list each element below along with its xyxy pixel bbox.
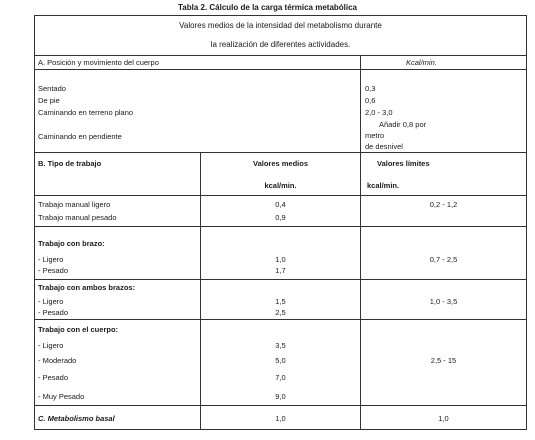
- col-divider-a: [360, 55, 361, 153]
- row-medio: 5,0: [275, 356, 286, 365]
- row-medio: 3,5: [275, 341, 286, 350]
- section-a-value: de desnivel: [365, 142, 403, 151]
- section-a-value: metro: [365, 131, 385, 140]
- table-header: [34, 15, 527, 56]
- unit-limites: kcal/min.: [367, 181, 400, 190]
- border-top: [34, 55, 527, 56]
- row-label: Trabajo manual pesado: [38, 213, 117, 222]
- rule-a-title: [34, 69, 527, 70]
- row-label: - Ligero: [38, 255, 64, 264]
- section-b-title: B. Tipo de trabajo: [38, 159, 102, 168]
- row-medio: 2,5: [275, 308, 286, 317]
- header-line-2: la realización de diferentes actividades.: [210, 40, 351, 49]
- section-a-value: 0,3: [365, 84, 376, 93]
- row-label: - Ligero: [38, 341, 64, 350]
- border-left: [34, 55, 35, 430]
- row-medio: 7,0: [275, 373, 286, 382]
- section-c-title: C. Metabolismo basal: [38, 414, 115, 423]
- header-line-1: Valores medios de la intensidad del metabolismo durante: [179, 21, 382, 30]
- section-a-unit: Kcal/min.: [406, 58, 437, 67]
- row-label: - Ligero: [38, 297, 64, 306]
- group-title: Trabajo con brazo:: [38, 239, 105, 248]
- metabolic-table: [34, 55, 527, 430]
- group-limite: 1,0 - 3,5: [429, 297, 458, 306]
- row-medio: 1,0: [275, 255, 286, 264]
- section-c-medio: 1,0: [275, 414, 286, 423]
- section-c-limite: 1,0: [438, 414, 449, 423]
- section-a-value: Añadir 0,8 por: [379, 120, 427, 129]
- row-limite: 0,2 - 1,2: [429, 200, 458, 209]
- rule-ambos-end: [34, 319, 527, 320]
- col-divider-2: [360, 152, 361, 430]
- section-a-value: 2,0 - 3,0: [365, 108, 393, 117]
- row-medio: 0,4: [275, 200, 286, 209]
- row-label: - Pesado: [38, 308, 69, 317]
- row-medio: 9,0: [275, 392, 286, 401]
- section-a-label: Caminando en terreno plano: [38, 108, 134, 117]
- group-limite: 2,5 - 15: [430, 356, 457, 365]
- rule-manual-end: [34, 226, 527, 227]
- row-label: - Pesado: [38, 373, 69, 382]
- col-limites-header: Valores límites: [377, 159, 430, 168]
- row-medio: 0,9: [275, 213, 286, 222]
- row-label: - Pesado: [38, 266, 69, 275]
- section-a-value: 0,6: [365, 96, 376, 105]
- row-label: - Moderado: [38, 356, 77, 365]
- rule-cuerpo-end: [34, 405, 527, 406]
- section-a-label: Sentado: [38, 84, 66, 93]
- col-medios-header: Valores medios: [252, 159, 309, 168]
- row-medio: 1,7: [275, 266, 286, 275]
- section-a-title: A. Posición y movimiento del cuerpo: [38, 58, 159, 67]
- rule-b-header: [34, 195, 527, 196]
- border-right: [526, 55, 527, 430]
- group-title: Trabajo con ambos brazos:: [38, 283, 136, 292]
- group-title: Trabajo con el cuerpo:: [38, 325, 119, 334]
- row-label: Trabajo manual ligero: [38, 200, 111, 209]
- unit-medios: kcal/min.: [264, 181, 297, 190]
- section-a-label: Caminando en pendiente: [38, 132, 122, 141]
- row-label: - Muy Pesado: [38, 392, 85, 401]
- group-limite: 0,7 - 2,5: [429, 255, 458, 264]
- col-divider-1: [200, 152, 201, 430]
- rule-brazo-end: [34, 279, 527, 280]
- rule-a-end: [34, 152, 527, 153]
- section-a-label: De pie: [38, 96, 60, 105]
- table-title: Tabla 2. Cálculo de la carga térmica metabólica: [177, 3, 358, 12]
- border-bottom: [34, 429, 527, 430]
- row-medio: 1,5: [275, 297, 286, 306]
